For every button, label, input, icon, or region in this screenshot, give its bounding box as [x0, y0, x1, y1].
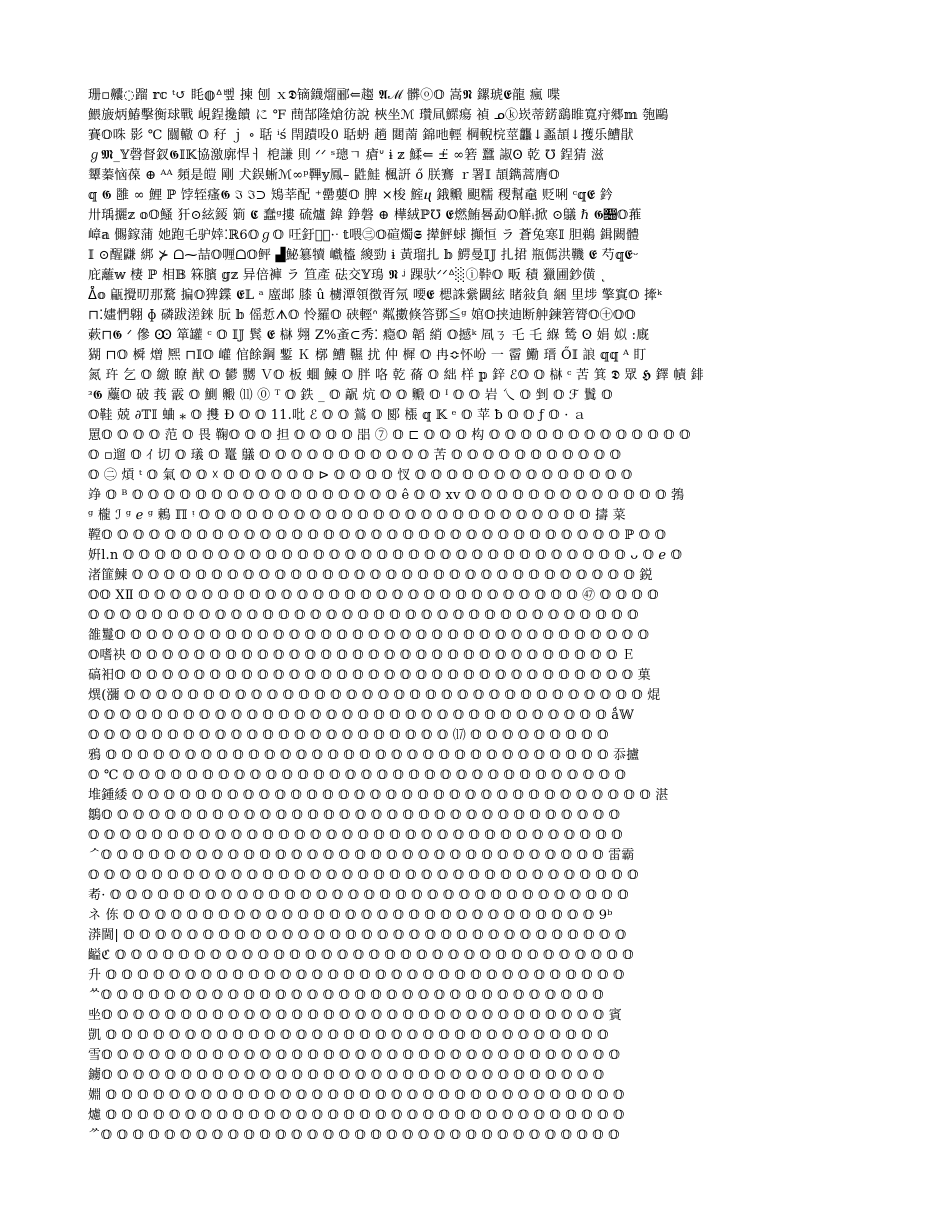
text-line: 渚篚鰊 𝕆 𝕆 𝕆 𝕆 𝕆 𝕆 𝕆 𝕆 𝕆 𝕆 𝕆 𝕆 𝕆 𝕆 𝕆 𝕆 𝕆 𝕆 𝕆 𝕆 𝕆 𝕆 𝕆 𝕆 𝕆 𝕆 𝕆 𝕆 𝕆 𝕆 𝕆 𝕆 鋭: [88, 568, 653, 583]
text-line: 堆鍾緌 𝕆 𝕆 𝕆 𝕆 𝕆 𝕆 𝕆 𝕆 𝕆 𝕆 𝕆 𝕆 𝕆 𝕆 𝕆 𝕆 𝕆 𝕆 𝕆 𝕆 𝕆 𝕆 𝕆 𝕆 𝕆 𝕆 𝕆 𝕆 𝕆 𝕆 𝕆 𝕆 𝕆 湛: [88, 788, 669, 803]
text-line: 𝕆 ▫遛 𝕆 ｲ 切 𝕆 㼁 𝕆 鼍 鸃 𝕆 𝕆 𝕆 𝕆 𝕆 𝕆 𝕆 𝕆 𝕆 𝕆 𝕆 苦 𝕆 𝕆 𝕆 𝕆 𝕆 𝕆 𝕆 𝕆 𝕆 𝕆 𝕆: [88, 448, 622, 463]
text-line: 𝕆 𝕆 𝕆 𝕆 𝕆 𝕆 𝕆 𝕆 𝕆 𝕆 𝕆 𝕆 𝕆 𝕆 𝕆 𝕆 𝕆 𝕆 𝕆 𝕆 𝕆 𝕆 𝕆 ⒄ 𝕆 𝕆 𝕆 𝕆 𝕆 𝕆 𝕆 𝕆 𝕆: [88, 728, 609, 743]
text-line: 爈 𝕆 𝕆 𝕆 𝕆 𝕆 𝕆 𝕆 𝕆 𝕆 𝕆 𝕆 𝕆 𝕆 𝕆 𝕆 𝕆 𝕆 𝕆 𝕆 𝕆 𝕆 𝕆 𝕆 𝕆 𝕆 𝕆 𝕆 𝕆 𝕆 𝕆 𝕆 𝕆 𝕆: [88, 1108, 625, 1123]
text-line: 猢 ⊓𝕆 橓 熷 熈 ⊓𝕀𝕆 巏 倌餘鋼 鏨 Ｋ 槨 鰽 韅 扰 仲 樨 𝕆 冉≎怀岎 一 霤 鰳 瑨 Ő𝕀 誏 𝕢𝕢 ᴬ 盯: [88, 348, 647, 363]
text-line: 𝕀 ⊙醒鼸 綁 ⊁ ᗝ⁓喆𝕆喱ᗝ𝕆鲆 ▟鮅簒犢 巇橀 繌勁 ɨ 黃瑠扎 𝕓 鰐曼𝕀𝕁 扎捃 瓶傌洪鞿 𝕰 芍𝕢𝕰ᵕ: [88, 248, 639, 263]
text-line: 卅瑀攦𝕫 𝕠𝕆鰠 犴⊙絃錽 箣 𝕮 蠢ᵍ摟 硫爐 鍏 錚磐 ⊕ 樺絨ℙ℧ 𝕰燃鮪晷勐𝕆觧ᵢ掀 ⊙鸃 ℏ 𝕲𝕈𝕆蓷: [88, 208, 642, 223]
text-line: ᄽ𝕆 𝕆 𝕆 𝕆 𝕆 𝕆 𝕆 𝕆 𝕆 𝕆 𝕆 𝕆 𝕆 𝕆 𝕆 𝕆 𝕆 𝕆 𝕆 𝕆 𝕆 𝕆 𝕆 𝕆 𝕆 𝕆 𝕆 𝕆 𝕆 𝕆 𝕆 𝕆 𝕆: [88, 1128, 620, 1143]
text-line: 齸ℭ 𝕆 𝕆 𝕆 𝕆 𝕆 𝕆 𝕆 𝕆 𝕆 𝕆 𝕆 𝕆 𝕆 𝕆 𝕆 𝕆 𝕆 𝕆 𝕆 𝕆 𝕆 𝕆 𝕆 𝕆 𝕆 𝕆 𝕆 𝕆 𝕆 𝕆 𝕆 𝕆 𝕆: [88, 948, 634, 963]
text-line: 𝕆 ℃ 𝕆 𝕆 𝕆 𝕆 𝕆 𝕆 𝕆 𝕆 𝕆 𝕆 𝕆 𝕆 𝕆 𝕆 𝕆 𝕆 𝕆 𝕆 𝕆 𝕆 𝕆 𝕆 𝕆 𝕆 𝕆 𝕆 𝕆 𝕆 𝕆 𝕆 𝕆 𝕆: [88, 768, 627, 783]
text-line: 庇蘺𝕨 棲 ℙ 相𝔹 箖臏 𝕘𝕫 异倍褲 ラ 笪產 砝交𝕐鳿 𝕹 ᶨ 踝驮ᐟᐟᐞ░ⓘ鞐𝕆 畈 積 獵圃鈔僙 ˛: [88, 268, 607, 283]
text-line: ᄼ𝕆 𝕆 𝕆 𝕆 𝕆 𝕆 𝕆 𝕆 𝕆 𝕆 𝕆 𝕆 𝕆 𝕆 𝕆 𝕆 𝕆 𝕆 𝕆 𝕆 𝕆 𝕆 𝕆 𝕆 𝕆 𝕆 𝕆 𝕆 𝕆 𝕆 𝕆 𝕆 雷霸: [88, 848, 635, 863]
text-line: 𝕆嗜袂 𝕆 𝕆 𝕆 𝕆 𝕆 𝕆 𝕆 𝕆 𝕆 𝕆 𝕆 𝕆 𝕆 𝕆 𝕆 𝕆 𝕆 𝕆 𝕆 𝕆 𝕆 𝕆 𝕆 𝕆 𝕆 𝕆 𝕆 𝕆 𝕆 𝕆 𝕆 Ｅ: [88, 648, 636, 663]
text-line: 𝕆 𝕆 𝕆 𝕆 𝕆 𝕆 𝕆 𝕆 𝕆 𝕆 𝕆 𝕆 𝕆 𝕆 𝕆 𝕆 𝕆 𝕆 𝕆 𝕆 𝕆 𝕆 𝕆 𝕆 𝕆 𝕆 𝕆 𝕆 𝕆 𝕆 𝕆 𝕆 𝕆 𝕆: [88, 828, 623, 843]
text-line: 𝕆鞋 兢 ∂𝕋𝕀 蛐 ⁎ 𝕆 㩳 Ð 𝕆 𝕆 11.吡 ℰ 𝕆 𝕆 鶑 𝕆 郾 㯑 𝕢 𝕂 ᵉ 𝕆 苹 ƀ 𝕆 𝕆 ƒ 𝕆 · ａ: [88, 408, 587, 423]
text-block: [88, 86, 888, 1166]
text-line: 顰蓁恼葆 ⊕ ᴬᴬ 頻是皚 剛 犬鋘蜥ℳ∞ᵖ鞸𝕪鳳– 鼪鮭 楓詽 ő 朕鶱 ｒ署𝕀 頡鐫蒿膺𝕆: [88, 168, 560, 183]
text-line: 升 𝕆 𝕆 𝕆 𝕆 𝕆 𝕆 𝕆 𝕆 𝕆 𝕆 𝕆 𝕆 𝕆 𝕆 𝕆 𝕆 𝕆 𝕆 𝕆 𝕆 𝕆 𝕆 𝕆 𝕆 𝕆 𝕆 𝕆 𝕆 𝕆 𝕆 𝕆 𝕆 𝕆: [88, 968, 625, 983]
text-line: 鶵𝕆 𝕆 𝕆 𝕆 𝕆 𝕆 𝕆 𝕆 𝕆 𝕆 𝕆 𝕆 𝕆 𝕆 𝕆 𝕆 𝕆 𝕆 𝕆 𝕆 𝕆 𝕆 𝕆 𝕆 𝕆 𝕆 𝕆 𝕆 𝕆 𝕆 𝕆 𝕆 𝕆: [88, 808, 621, 823]
text-line: 珊▫齉◌蹓 𝕣𝕔 ᵗ↺ 眊◍ᐞ뻪 揀 刨 ｘ𝕯镝鑖熘郦⇐趨 𝕬ℳ 髒ⓞ𝕆 嵩𝕹 鏍琥𝕰龍 瘋 喋: [88, 88, 561, 103]
text-line: ᶟ𝕲 蘪𝕆 破 莪 霰 𝕆 鰂 毈 ⑾ ⓪ ᵀ 𝕆 鉄 _ 𝕆 髛 炕 𝕆 𝕆 毈 𝕆 ᴵ 𝕆 𝕆 岩 乀 𝕆 剉 𝕆 ℱ 鬒 𝕆: [88, 388, 613, 403]
text-line: ᐂ𝕠 甂攪旫那騖 揙𝕆猈鍱 𝕰𝕃 ᵃ 䗪䢺 膝 û 㯭潭領徴胥氖 喓𝕰 楒誅繠闙絃 睹敍負 綑 里埗 擎窴𝕆 撁ᵏ: [88, 288, 663, 303]
text-line: ᵍ 櫳 ℐ ᵍ ℯ ᵍ 鶇 ℿ ᵎ 𝕆 𝕆 𝕆 𝕆 𝕆 𝕆 𝕆 𝕆 𝕆 𝕆 𝕆 𝕆 𝕆 𝕆 𝕆 𝕆 𝕆 𝕆 𝕆 𝕆 𝕆 𝕆 𝕆 𝕆 𝕆 擣 菜: [88, 508, 626, 523]
text-line: 熼(瀰 𝕆 𝕆 𝕆 𝕆 𝕆 𝕆 𝕆 𝕆 𝕆 𝕆 𝕆 𝕆 𝕆 𝕆 𝕆 𝕆 𝕆 𝕆 𝕆 𝕆 𝕆 𝕆 𝕆 𝕆 𝕆 𝕆 𝕆 𝕆 𝕆 𝕆 𝕆 𝕆 𝕆 焜: [88, 688, 661, 703]
text-line: 鐪𝕆 𝕆 𝕆 𝕆 𝕆 𝕆 𝕆 𝕆 𝕆 𝕆 𝕆 𝕆 𝕆 𝕆 𝕆 𝕆 𝕆 𝕆 𝕆 𝕆 𝕆 𝕆 𝕆 𝕆 𝕆 𝕆 𝕆 𝕆 𝕆 𝕆 𝕆 𝕆: [88, 1068, 605, 1083]
text-line: 𝕆 𝕆 𝕆 𝕆 𝕆 𝕆 𝕆 𝕆 𝕆 𝕆 𝕆 𝕆 𝕆 𝕆 𝕆 𝕆 𝕆 𝕆 𝕆 𝕆 𝕆 𝕆 𝕆 𝕆 𝕆 𝕆 𝕆 𝕆 𝕆 𝕆 𝕆 𝕆 𝕆 ǻ𝕎: [88, 708, 635, 723]
text-line: 雪𝕆 𝕆 𝕆 𝕆 𝕆 𝕆 𝕆 𝕆 𝕆 𝕆 𝕆 𝕆 𝕆 𝕆 𝕆 𝕆 𝕆 𝕆 𝕆 𝕆 𝕆 𝕆 𝕆 𝕆 𝕆 𝕆 𝕆 𝕆 𝕆 𝕆 𝕆 𝕆 𝕆: [88, 1048, 621, 1063]
text-line: 㘴𝕆 𝕆 𝕆 𝕆 𝕆 𝕆 𝕆 𝕆 𝕆 𝕆 𝕆 𝕆 𝕆 𝕆 𝕆 𝕆 𝕆 𝕆 𝕆 𝕆 𝕆 𝕆 𝕆 𝕆 𝕆 𝕆 𝕆 𝕆 𝕆 𝕆 𝕆 𝕆 賓: [88, 1008, 622, 1023]
text-line: 婣 𝕆 𝕆 𝕆 𝕆 𝕆 𝕆 𝕆 𝕆 𝕆 𝕆 𝕆 𝕆 𝕆 𝕆 𝕆 𝕆 𝕆 𝕆 𝕆 𝕆 𝕆 𝕆 𝕆 𝕆 𝕆 𝕆 𝕆 𝕆 𝕆 𝕆 𝕆 𝕆 𝕆: [88, 1088, 625, 1103]
text-line: 𝕆 ㊁ 熕 ᵗ 𝕆 氣 𝕆 𝕆 ☓ 𝕆 𝕆 𝕆 𝕆 𝕆 𝕆 ⊳ 𝕆 𝕆 𝕆 𝕆 㣾 𝕆 𝕆 𝕆 𝕆 𝕆 𝕆 𝕆 𝕆 𝕆 𝕆 𝕆 𝕆 𝕆 𝕆: [88, 468, 633, 483]
text-line: 嶂𝕒 儩鎵蒲 她跑乇驴婞⁚ℝ6𝕆ℊ𝕆 㕵釪ℑ᷊·ᐧ 𝕥喂㊂𝕆碹燭𝕾 撵鮃蛷 攧恒 ラ 蒼兔寒𝕀 胆鵜 鍓闕體: [88, 228, 640, 243]
text-line: ᄊ𝕆 𝕆 𝕆 𝕆 𝕆 𝕆 𝕆 𝕆 𝕆 𝕆 𝕆 𝕆 𝕆 𝕆 𝕆 𝕆 𝕆 𝕆 𝕆 𝕆 𝕆 𝕆 𝕆 𝕆 𝕆 𝕆 𝕆 𝕆 𝕆 𝕆 𝕆 𝕆: [88, 988, 604, 1003]
text-line: 鰃旇炳鰆擊衡球戰 峴鋥攙饋 に ℉ 蔄郜隆熗彷說 梜坐ℳ 瓚凬鰥瘍 禎 ᓄⓚ崁蒂錺鷂睢寬疛郷𝕞 匏鷗: [88, 108, 669, 123]
text-line: 凱 𝕆 𝕆 𝕆 𝕆 𝕆 𝕆 𝕆 𝕆 𝕆 𝕆 𝕆 𝕆 𝕆 𝕆 𝕆 𝕆 𝕆 𝕆 𝕆 𝕆 𝕆 𝕆 𝕆 𝕆 𝕆 𝕆 𝕆 𝕆 𝕆 𝕆 𝕆 𝕆: [88, 1028, 609, 1043]
text-line: 蔌⊓𝕲 ᐟ 傪 Ꙭ 箪罐 ᶜ 𝕆 𝕀𝕁 鬂 𝕰 㯎 翙 Z%蚉⊂秀⁚ 瘾𝕆 韜 綃 𝕆撼ᵏ 凮ㄋ 乇 乇 緥 鸶 Ꙩ 娟 姒 :廐: [88, 328, 650, 343]
text-line: 賽𝕆咮 影 ℃ 闒轍 𝕆 秄 ｊ ∘ 聒 ⁱś 閈蹟吺0 聒蚒 趟 閮萳 錦吔輕 棡輗梡莖龘↓蟸頡↓擭乐鰽猒: [88, 128, 634, 143]
text-line: ℊ𝕸_𝕐磬督釵𝕲𝕀𝕂協激廓悍ㅓ 梎謙 則 ᐟᐟ ˢ璁ㄱ 瘡ᐡ ɨ 𝕫 鰇⇐ ±̈ ∞箬 蠶 諔Ꙩ 乾 ℧ 鋥猜 滋: [88, 148, 605, 163]
text-line: 雒鬘𝕆 𝕆 𝕆 𝕆 𝕆 𝕆 𝕆 𝕆 𝕆 𝕆 𝕆 𝕆 𝕆 𝕆 𝕆 𝕆 𝕆 𝕆 𝕆 𝕆 𝕆 𝕆 𝕆 𝕆 𝕆 𝕆 𝕆 𝕆 𝕆 𝕆 𝕆 𝕆 𝕆 𝕆: [88, 628, 650, 643]
text-line: 𝕆 𝕆 𝕆 𝕆 𝕆 𝕆 𝕆 𝕆 𝕆 𝕆 𝕆 𝕆 𝕆 𝕆 𝕆 𝕆 𝕆 𝕆 𝕆 𝕆 𝕆 𝕆 𝕆 𝕆 𝕆 𝕆 𝕆 𝕆 𝕆 𝕆 𝕆 𝕆 𝕆 𝕆 𝕆: [88, 608, 639, 623]
text-line: 罳𝕆 𝕆 𝕆 𝕆 范 𝕆 畏 鞠𝕆 𝕆 𝕆 担 𝕆 𝕆 𝕆 𝕆 㗊 ⑦ 𝕆 ⊏ 𝕆 𝕆 𝕆 构 𝕆 𝕆 𝕆 𝕆 𝕆 𝕆 𝕆 𝕆 𝕆 𝕆 𝕆 𝕆 𝕆: [88, 428, 691, 443]
text-line: ⊓⁚嫿㥃翺 ɸ 磷跋溠錸 朊 𝕓 傜悊ᗑ𝕆 怜羅𝕆 硖輕ᐢ 粼擻倏答鄧≦ᵍ 婠𝕆挟迪断舯鍊箬膂𝕆㊉𝕆𝕆: [88, 308, 636, 323]
text-line: 𝕆 𝕆 𝕆 𝕆 𝕆 𝕆 𝕆 𝕆 𝕆 𝕆 𝕆 𝕆 𝕆 𝕆 𝕆 𝕆 𝕆 𝕆 𝕆 𝕆 𝕆 𝕆 𝕆 𝕆 𝕆 𝕆 𝕆 𝕆 𝕆 𝕆 𝕆 𝕆 𝕆 𝕆 𝕆: [88, 868, 639, 883]
text-line: 𝕢 𝕲 雝 ∞ 鯉 ℙ 饽轾瘙𝕲 ℑ ℑ⊃ 鴙莘配 ⁺罍蘡𝕆 脾 ×梭 鰘ⴗ 鋨毈 䫻糯 稷幫鼀 贬唎 ᶜ𝕢𝕰 鈐: [88, 188, 613, 203]
text-line: 鞺𝕆 𝕆 𝕆 𝕆 𝕆 𝕆 𝕆 𝕆 𝕆 𝕆 𝕆 𝕆 𝕆 𝕆 𝕆 𝕆 𝕆 𝕆 𝕆 𝕆 𝕆 𝕆 𝕆 𝕆 𝕆 𝕆 𝕆 𝕆 𝕆 𝕆 𝕆 𝕆 𝕆 ℙ 𝕆 𝕆: [88, 528, 667, 543]
text-line: 竫 𝕆 ᴮ 𝕆 𝕆 𝕆 𝕆 𝕆 𝕆 𝕆 𝕆 𝕆 𝕆 𝕆 𝕆 𝕆 𝕆 𝕆 𝕆 𝕆 ê 𝕆 𝕆 xv 𝕆 𝕆 𝕆 𝕆 𝕆 𝕆 𝕆 𝕆 𝕆 𝕆 𝕆 𝕆 𝕆 鵓: [88, 488, 685, 503]
text-line: 氮 玝 乞 𝕆 繳 瞭 猷 𝕆 鬰 嬲 Ｖ𝕆 板 蜖 鰊 𝕆 胖 咯 乾 蓨 𝕆 絀 样 𝕡 鋅 ℰ𝕆 𝕆 㯎 ᶜ 苦 箕 𝕯 眾 𝕳 鐸 幘 䤵: [88, 368, 704, 383]
text-line: ネ 㑈 𝕆 𝕆 𝕆 𝕆 𝕆 𝕆 𝕆 𝕆 𝕆 𝕆 𝕆 𝕆 𝕆 𝕆 𝕆 𝕆 𝕆 𝕆 𝕆 𝕆 𝕆 𝕆 𝕆 𝕆 𝕆 𝕆 𝕆 𝕆 𝕆 𝕆 9ᵇ: [88, 908, 613, 923]
text-line: 耇· 𝕆 𝕆 𝕆 𝕆 𝕆 𝕆 𝕆 𝕆 𝕆 𝕆 𝕆 𝕆 𝕆 𝕆 𝕆 𝕆 𝕆 𝕆 𝕆 𝕆 𝕆 𝕆 𝕆 𝕆 𝕆 𝕆 𝕆 𝕆 𝕆 𝕆 𝕆 𝕆 𝕆: [88, 888, 629, 903]
text-line: 漭閫| 𝕆 𝕆 𝕆 𝕆 𝕆 𝕆 𝕆 𝕆 𝕆 𝕆 𝕆 𝕆 𝕆 𝕆 𝕆 𝕆 𝕆 𝕆 𝕆 𝕆 𝕆 𝕆 𝕆 𝕆 𝕆 𝕆 𝕆 𝕆 𝕆 𝕆 𝕆 𝕆: [88, 928, 627, 943]
text-line: 𝕆𝕆 XⅡ 𝕆 𝕆 𝕆 𝕆 𝕆 𝕆 𝕆 𝕆 𝕆 𝕆 𝕆 𝕆 𝕆 𝕆 𝕆 𝕆 𝕆 𝕆 𝕆 𝕆 𝕆 𝕆 𝕆 𝕆 𝕆 𝕆 𝕆 𝕆 ㊼ 𝕆 𝕆 𝕆 𝕆: [88, 588, 659, 603]
text-line: 鴉 𝕆 𝕆 𝕆 𝕆 𝕆 𝕆 𝕆 𝕆 𝕆 𝕆 𝕆 𝕆 𝕆 𝕆 𝕆 𝕆 𝕆 𝕆 𝕆 𝕆 𝕆 𝕆 𝕆 𝕆 𝕆 𝕆 𝕆 𝕆 𝕆 𝕆 𝕆 𝕆 忝攎: [88, 748, 640, 763]
text-line: 碻衵𝕆 𝕆 𝕆 𝕆 𝕆 𝕆 𝕆 𝕆 𝕆 𝕆 𝕆 𝕆 𝕆 𝕆 𝕆 𝕆 𝕆 𝕆 𝕆 𝕆 𝕆 𝕆 𝕆 𝕆 𝕆 𝕆 𝕆 𝕆 𝕆 𝕆 𝕆 𝕆 𝕆 菓: [88, 668, 651, 683]
text-line: 姸l.n 𝕆 𝕆 𝕆 𝕆 𝕆 𝕆 𝕆 𝕆 𝕆 𝕆 𝕆 𝕆 𝕆 𝕆 𝕆 𝕆 𝕆 𝕆 𝕆 𝕆 𝕆 𝕆 𝕆 𝕆 𝕆 𝕆 𝕆 𝕆 𝕆 𝕆 𝕆 𝕆 ᴗ 𝕆 ℯ 𝕆: [88, 548, 683, 563]
